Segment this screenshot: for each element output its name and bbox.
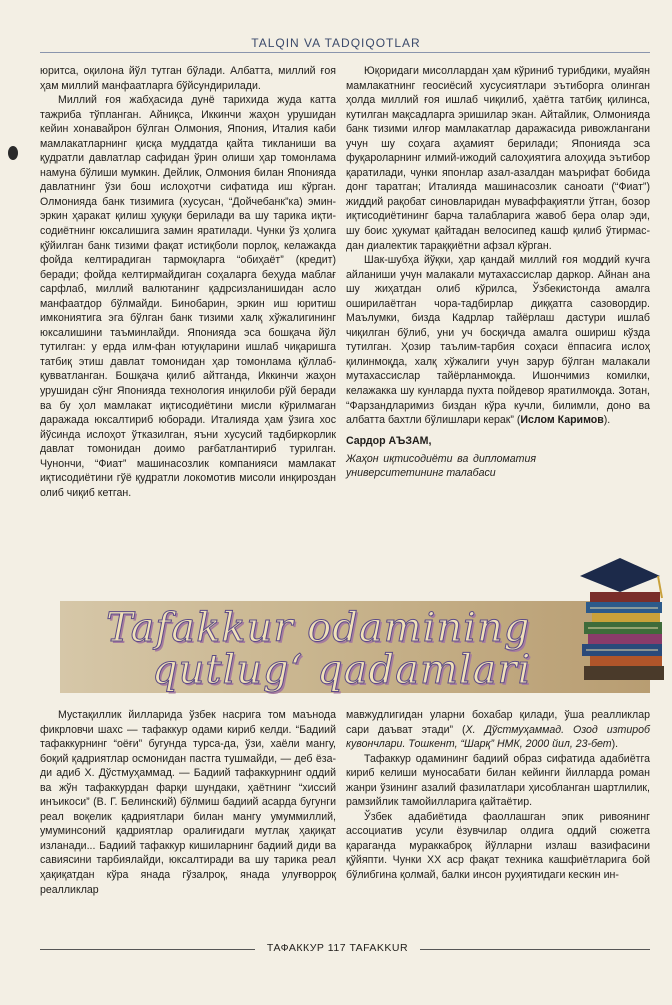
article-title-line-1: Tafakkur odamining xyxy=(106,605,531,651)
header-rule xyxy=(40,52,650,53)
paragraph: Мустақиллик йилларида ўзбек насрига том маънода фикрловчи шахс — тафаккур одами кириб келди. “Бадиий тафаккурнинг “оёғи” бугунда турса-да, ўзи, хаёли мангу, боқий қадриятлар осмонидан пастга тушмайди, — деб ёзади адиб Х. Дўстмуҳаммад. — Бадиий тафаккурнинг оддий ва жўн тафаккурдан фарқи шундаки, ҳаётнинг “хиссий инъикоси” (В. Г. Белинский) бўлмиш бадиий асарда бугунги реал воқелик қадриятлари билан мангу умуммиллий, умуминсоний қадриятлар оралиғидаги мутлақ ҳақиқат изланади... Бадиий тафаккур кишиларнинг бадиий диди ва савиясини тарбиялайди, юксалтиради ва шу тарика реал ҳақиқатдан кўра янада гўзалроқ, янада улуғворроқ реалликлар xyxy=(40,709,336,896)
paragraph: юритса, оқилона йўл тутган бўлади. Албатта, миллий ғоя ҳам миллий манфаатларга бўйсундирилади. xyxy=(40,65,336,92)
paragraph: Ўзбек адабиётида фаоллашган эпик ривоянинг ассоциатив усули ёзувчилар олдига оддий сюжетга қараганда мураккаброқ йўлларни излаш вазифасини қўйяпти. Чунки ХХ аср фақат техника кашфиётларига бой бўлибгина қолмай, балки инсон руҳиятидаги кескин ин- xyxy=(346,810,650,882)
paragraph: Тафаккур одамининг бадиий образ сифатида адабиётга кириб келиши муносабати билан кейинги йилларда роман жанри ўзининг азалий фазилатлари ҳисобланган шартлилик, рамзийлик тамойилларига қайтаётир. xyxy=(346,752,650,809)
author-name: Сардор АЪЗАМ, xyxy=(346,434,432,447)
paragraph: Шак-шубҳа йўқки, ҳар қандай миллий ғоя моддий кучга айланиши учун малакали мутахассислар даркор. Айнан ана шу жиҳатдан олиб кўрилса, Ўзбекистонда амалга оширилаётган чора-тадбирлар диққатга сазовордир. Маълумки, бизда Кадрлар тайёрлаш дастури ишлаб чиқилган бўлиб, уни уч босқичда амалга ошириш кўзда тутилган. Ҳозир таълим-тарбия соҳаси ёппасига ислоҳ қилинмоқда, халқ хўжалиги учун зарур бўлган малакали мутахассислар тайёрланмоқда. Ишончимиз комилки, келажакка шу кунларда пухта пойдевор яратилмоқда. Зотан, “Фарзандларимиз биздан кўра кучли, билимли, доно ва албатта бахтли бўлишлари керак” (Ислом Каримов). xyxy=(346,254,650,427)
quote-author: Ислом Каримов xyxy=(520,414,604,427)
left-column-article-1 xyxy=(40,64,336,500)
right-column-article-2 xyxy=(346,708,650,883)
footer-rule-right xyxy=(420,949,650,950)
section-header: TALQIN VA TADQIQOTLAR xyxy=(251,36,421,50)
article-title-line-2: qutlug‘ qadamlari xyxy=(152,647,532,693)
page-footer: ТАФАККУР 117 TAFAKKUR xyxy=(266,942,409,954)
paragraph: Юқоридаги мисоллардан ҳам кўриниб турибдики, муайян мамлакатнинг геосиёсий хусусиятлари эътиборга олинган ҳолда миллий ғоя ишлаб чиқилиб, ҳаётга татбиқ қилинса, кутилган мақсадларга эришилар экан. Айтайлик, Олмонияда банк тизими илғор мамлакатлар даражасида ривожлангани учун шу соҳага аҳамият берилади; Японияда эса фуқароларнинг илмий-ижодий салоҳиятига алоҳида эътибор қаратилади, чунки японлар азал-азалдан маърифат бобида донг таратган; Италияда машинасозлик саноати (“Фиат”) жиддий рақобат синовларидан муваффақиятли ўтган, бозор иқтисодиётининг барча талабларига жавоб бера олар эди, шу боис ҳукумат қайтадан велосипед кашф қилиб ўтирмасдан диалектик тараққиётни афзал кўрган. xyxy=(346,65,650,252)
paragraph: Миллий ғоя жабҳасида дунё тарихида жуда катта тажриба тўпланган. Айниқса, Иккинчи жаҳон урушидан кейин хонавайрон бўлган Олмония, Япония, Италия каби мамлакатларнинг қисқа муддатда қайта тикланиши ва қудратли давлатлар сафидан ўрин олиши ҳар томонлама намуна бўлиши мумкин. Дейлик, Олмония билан Японияда давлатнинг ўзи бош ислоҳотчи сифатида иш кўрган. Олмонияда банк тизимига (хусусан, “Дойчебанк”ка) эмин-эркин ҳаракат қилиш ҳуқуқи берилади ва шу тарика иқтисодиётнинг юксалишига замин яратилади. Чунки ўз ҳолига қўйилган банк тизими фақат истиқболи порлоқ, келажакда фойда келтирадиган тармоқларга “обиҳаёт” (кредит) беради; фойда келтирмайдиган соҳаларга беҳуда маблағ сарфлаб, миллий валютанинг қадрсизланишидан асло манфаатдор бўлмайди. Бинобарин, эркин иш юритиш имкониятига эга бўлган банк тизими халқ хўжалигининг юксалишини таъминлайди. Японияда эса бошқача йўл тутилган: у ерда илм-фан ютуқларини ишлаб чиқаришга татбиқ этиш давлат томонидан ҳар томонлама қўллаб-қувватланган. Бошқача қилиб айтганда, Иккинчи жаҳон урушидан сўнг Японияда технология инқилоби рўй беради ва бу ҳол мамлакат иқтисодиётини мисли кўрилмаган даражада юксалтириб юборади. Италияда ҳам ўзига хос йўсинда ислоҳот ўтказилган, яъни хусусий тадбиркорлик давлат томонидан доимо рағбатлантириб турилган. Чунончи, “Фиат” машинасозлик компанияси мамлакат иқтисодиётини гўё қудратли локомотив мисоли инқироздан олиб чиқиб кетган. xyxy=(40,94,336,499)
stacked-books-illustration xyxy=(560,548,672,688)
right-column-article-1 xyxy=(346,64,650,480)
left-column-article-2 xyxy=(40,708,336,897)
binding-hole xyxy=(8,146,18,160)
paragraph: мавжудлигидан уларни бохабар қилади, ўша реалликлар сари даъват этади” (Х. Дўстмуҳаммад. Озод изтироб кувончлари. Тошкент, “Шарқ” НМК, 2000 йил, 23-бет). xyxy=(346,709,651,751)
footer-rule-left xyxy=(40,949,255,950)
citation: Х. Дўстмуҳаммад. Озод изтироб кувончлари. Тошкент, “Шарқ” НМК, 2000 йил, 23-бет xyxy=(346,723,651,751)
author-affiliation: Жаҳон иқтисодиёти ва дипломатия университетининг талабаси xyxy=(346,453,536,480)
